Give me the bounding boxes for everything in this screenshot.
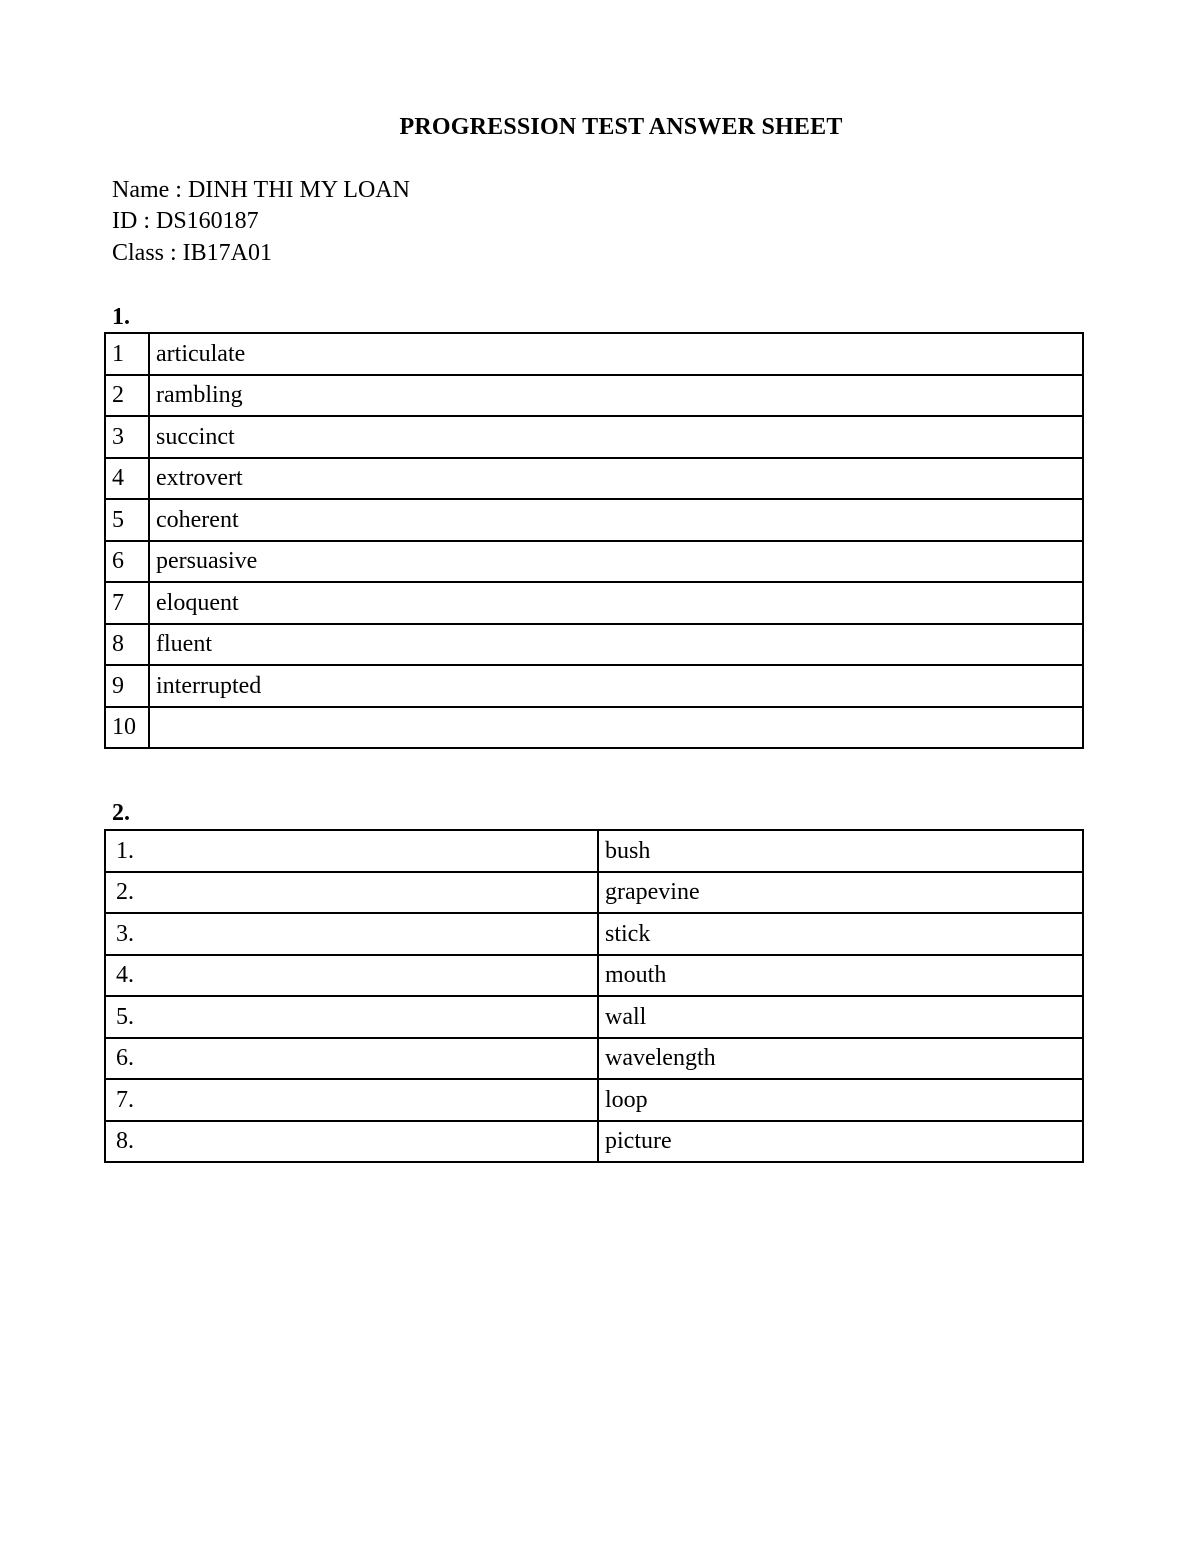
- section-1-label: 1.: [112, 304, 130, 330]
- table-row: [105, 375, 1083, 417]
- table-row: [105, 1079, 1083, 1121]
- row-number: 8.: [105, 1121, 598, 1163]
- row-number: 3.: [105, 913, 598, 955]
- table-row: [105, 624, 1083, 666]
- table-row: [105, 1121, 1083, 1163]
- section-2-answer-table: [104, 829, 1084, 1163]
- row-number: 5: [105, 499, 149, 541]
- row-number: 10: [105, 707, 149, 749]
- table-row: [105, 541, 1083, 583]
- answer-cell: wall: [598, 996, 1083, 1038]
- answer-cell: articulate: [149, 333, 1083, 375]
- answer-cell: loop: [598, 1079, 1083, 1121]
- table-row: [105, 955, 1083, 997]
- answer-cell: [149, 707, 1083, 749]
- table-row: [105, 707, 1083, 749]
- answer-cell: wavelength: [598, 1038, 1083, 1080]
- row-number: 2: [105, 375, 149, 417]
- answer-cell: extrovert: [149, 458, 1083, 500]
- answer-cell: picture: [598, 1121, 1083, 1163]
- answer-cell: coherent: [149, 499, 1083, 541]
- section-1-answer-table: [104, 332, 1084, 749]
- row-number: 4: [105, 458, 149, 500]
- row-number: 3: [105, 416, 149, 458]
- row-number: 8: [105, 624, 149, 666]
- student-class: Class : IB17A01: [112, 240, 273, 266]
- row-number: 7.: [105, 1079, 598, 1121]
- table-row: [105, 830, 1083, 872]
- answer-cell: mouth: [598, 955, 1083, 997]
- row-number: 9: [105, 665, 149, 707]
- row-number: 4.: [105, 955, 598, 997]
- row-number: 2.: [105, 872, 598, 914]
- table-row: [105, 582, 1083, 624]
- answer-cell: interrupted: [149, 665, 1083, 707]
- row-number: 1.: [105, 830, 598, 872]
- table-row: [105, 996, 1083, 1038]
- answer-cell: grapevine: [598, 872, 1083, 914]
- table-row: [105, 872, 1083, 914]
- table-row: [105, 499, 1083, 541]
- table-row: [105, 665, 1083, 707]
- answer-cell: persuasive: [149, 541, 1083, 583]
- student-id: ID : DS160187: [112, 208, 259, 234]
- section-2-label: 2.: [112, 800, 130, 826]
- table-row: [105, 458, 1083, 500]
- answer-cell: fluent: [149, 624, 1083, 666]
- row-number: 5.: [105, 996, 598, 1038]
- answer-cell: stick: [598, 913, 1083, 955]
- row-number: 7: [105, 582, 149, 624]
- table-row: [105, 913, 1083, 955]
- table-row: [105, 1038, 1083, 1080]
- answer-cell: succinct: [149, 416, 1083, 458]
- page-title: PROGRESSION TEST ANSWER SHEET: [399, 114, 843, 140]
- answer-cell: bush: [598, 830, 1083, 872]
- table-row: [105, 416, 1083, 458]
- answer-cell: eloquent: [149, 582, 1083, 624]
- student-name: Name : DINH THI MY LOAN: [112, 177, 410, 203]
- answer-cell: rambling: [149, 375, 1083, 417]
- row-number: 6: [105, 541, 149, 583]
- row-number: 1: [105, 333, 149, 375]
- row-number: 6.: [105, 1038, 598, 1080]
- table-row: [105, 333, 1083, 375]
